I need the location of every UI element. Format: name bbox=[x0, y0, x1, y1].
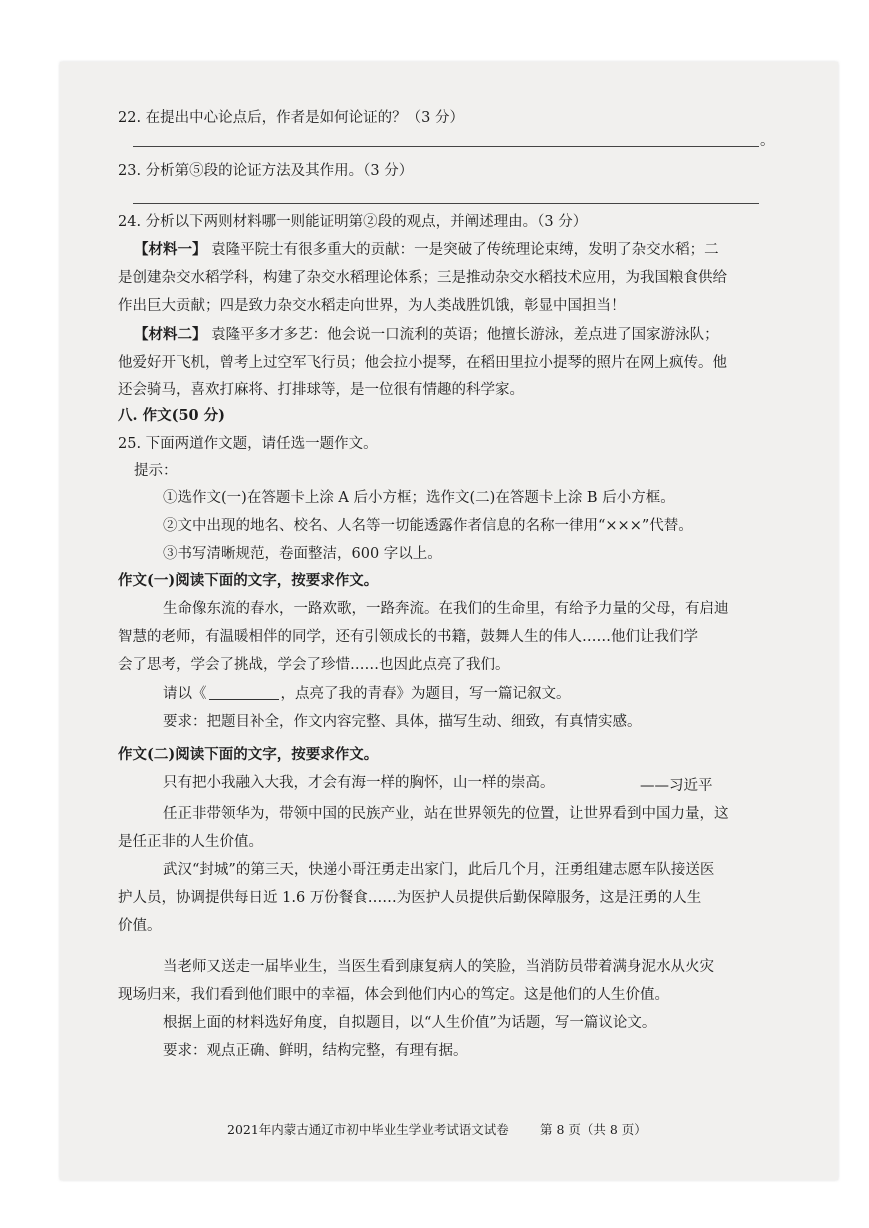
question-23: 23. 分析第⑤段的论证方法及其作用。（3 分） bbox=[118, 163, 414, 179]
essay-2-text: 护人员，协调提供每日近 1.6 万份餐食……为医护人员提供后勤保障服务，这是汪勇的人生 bbox=[118, 890, 702, 906]
answer-line bbox=[133, 203, 759, 204]
footer-exam-title: 2021年内蒙古通辽市初中毕业生学业考试语文试卷 bbox=[227, 1122, 509, 1137]
question-22: 22. 在提出中心论点后，作者是如何论证的？（3 分） bbox=[118, 110, 465, 126]
essay-2-text: 武汉“封城”的第三天，快递小哥汪勇走出家门，此后几个月，汪勇组建志愿车队接送医 bbox=[163, 862, 715, 878]
essay-1-requirement: 要求：把题目补全，作文内容完整、具体，描写生动、细致，有真情实感。 bbox=[163, 714, 642, 730]
footer-page-number: 第 8 页（共 8 页） bbox=[540, 1122, 647, 1137]
section-title: 八. 作文(50 分) bbox=[118, 407, 226, 424]
essay-2-text: 当老师又送走一届毕业生，当医生看到康复病人的笑脸，当消防员带着满身泥水从火灾 bbox=[163, 959, 714, 975]
quote-author: ——习近平 bbox=[640, 778, 713, 794]
essay-2-requirement: 要求：观点正确、鲜明，结构完整，有理有据。 bbox=[163, 1043, 468, 1059]
tip-item: ②文中出现的地名、校名、人名等一切能透露作者信息的名称一律用“×××”代替。 bbox=[163, 518, 693, 534]
question-24: 24. 分析以下两则材料哪一则能证明第②段的观点，并阐述理由。（3 分） bbox=[118, 214, 588, 230]
title-blank bbox=[209, 685, 279, 700]
essay-2-title: 作文(二)阅读下面的文字，按要求作文。 bbox=[118, 746, 379, 763]
tip-item: ③书写清晰规范，卷面整洁，600 字以上。 bbox=[163, 546, 442, 562]
material-1-line: 作出巨大贡献；四是致力杂交水稻走向世界，为人类战胜饥饿，彰显中国担当！ bbox=[118, 298, 626, 314]
quote: 只有把小我融入大我，才会有海一样的胸怀，山一样的崇高。 bbox=[163, 775, 555, 791]
material-2-text: 袁隆平多才多艺：他会说一口流利的英语；他擅长游泳，差点进了国家游泳队； bbox=[211, 327, 719, 343]
answer-line bbox=[133, 146, 759, 147]
essay-1-text: 智慧的老师，有温暖相伴的同学，还有引领成长的书籍，鼓舞人生的伟人……他们让我们学 bbox=[118, 629, 698, 645]
essay-1-prompt-start: 请以《 bbox=[163, 686, 207, 702]
material-2-line: 他爱好开飞机，曾考上过空军飞行员；他会拉小提琴，在稻田里拉小提琴的照片在网上疯传。他 bbox=[118, 355, 727, 371]
essay-2-text: 价值。 bbox=[118, 918, 162, 934]
tips-label: 提示： bbox=[134, 463, 178, 479]
material-1-text: 袁隆平院士有很多重大的贡献：一是突破了传统理论束缚，发明了杂交水稻；二 bbox=[211, 242, 719, 258]
essay-2-text: 是任正非的人生价值。 bbox=[118, 834, 263, 850]
material-2-line bbox=[134, 325, 719, 345]
material-2-label: 【材料二】 bbox=[134, 326, 207, 343]
essay-2-text: 任正非带领华为，带领中国的民族产业，站在世界领先的位置，让世界看到中国力量，这 bbox=[163, 806, 729, 822]
material-1-line bbox=[134, 240, 719, 260]
essay-1-title: 作文(一)阅读下面的文字，按要求作文。 bbox=[118, 572, 379, 589]
essay-1-text: 生命像东流的春水，一路欢歌，一路奔流。在我们的生命里，有给予力量的父母，有启迪 bbox=[163, 601, 729, 617]
essay-2-text: 现场归来，我们看到他们眼中的幸福，体会到他们内心的笃定。这是他们的人生价值。 bbox=[118, 987, 669, 1003]
material-2-line: 还会骑马，喜欢打麻将、打排球等，是一位很有情趣的科学家。 bbox=[118, 382, 524, 398]
material-1-line: 是创建杂交水稻学科，构建了杂交水稻理论体系；三是推动杂交水稻技术应用，为我国粮食供给 bbox=[118, 270, 727, 286]
question-25: 25. 下面两道作文题，请任选一题作文。 bbox=[118, 436, 378, 452]
essay-1-prompt bbox=[163, 684, 571, 704]
essay-1-prompt-end: ，点亮了我的青春》为题目，写一篇记叙文。 bbox=[280, 686, 571, 702]
material-1-label: 【材料一】 bbox=[134, 241, 207, 258]
answer-line-end: 。 bbox=[760, 133, 775, 149]
essay-2-text: 根据上面的材料选好角度，自拟题目，以“人生价值”为话题，写一篇议论文。 bbox=[163, 1015, 657, 1031]
tip-item: ①选作文(一)在答题卡上涂 A 后小方框；选作文(二)在答题卡上涂 B 后小方框。 bbox=[163, 490, 675, 506]
essay-1-text: 会了思考，学会了挑战，学会了珍惜……也因此点亮了我们。 bbox=[118, 657, 510, 673]
